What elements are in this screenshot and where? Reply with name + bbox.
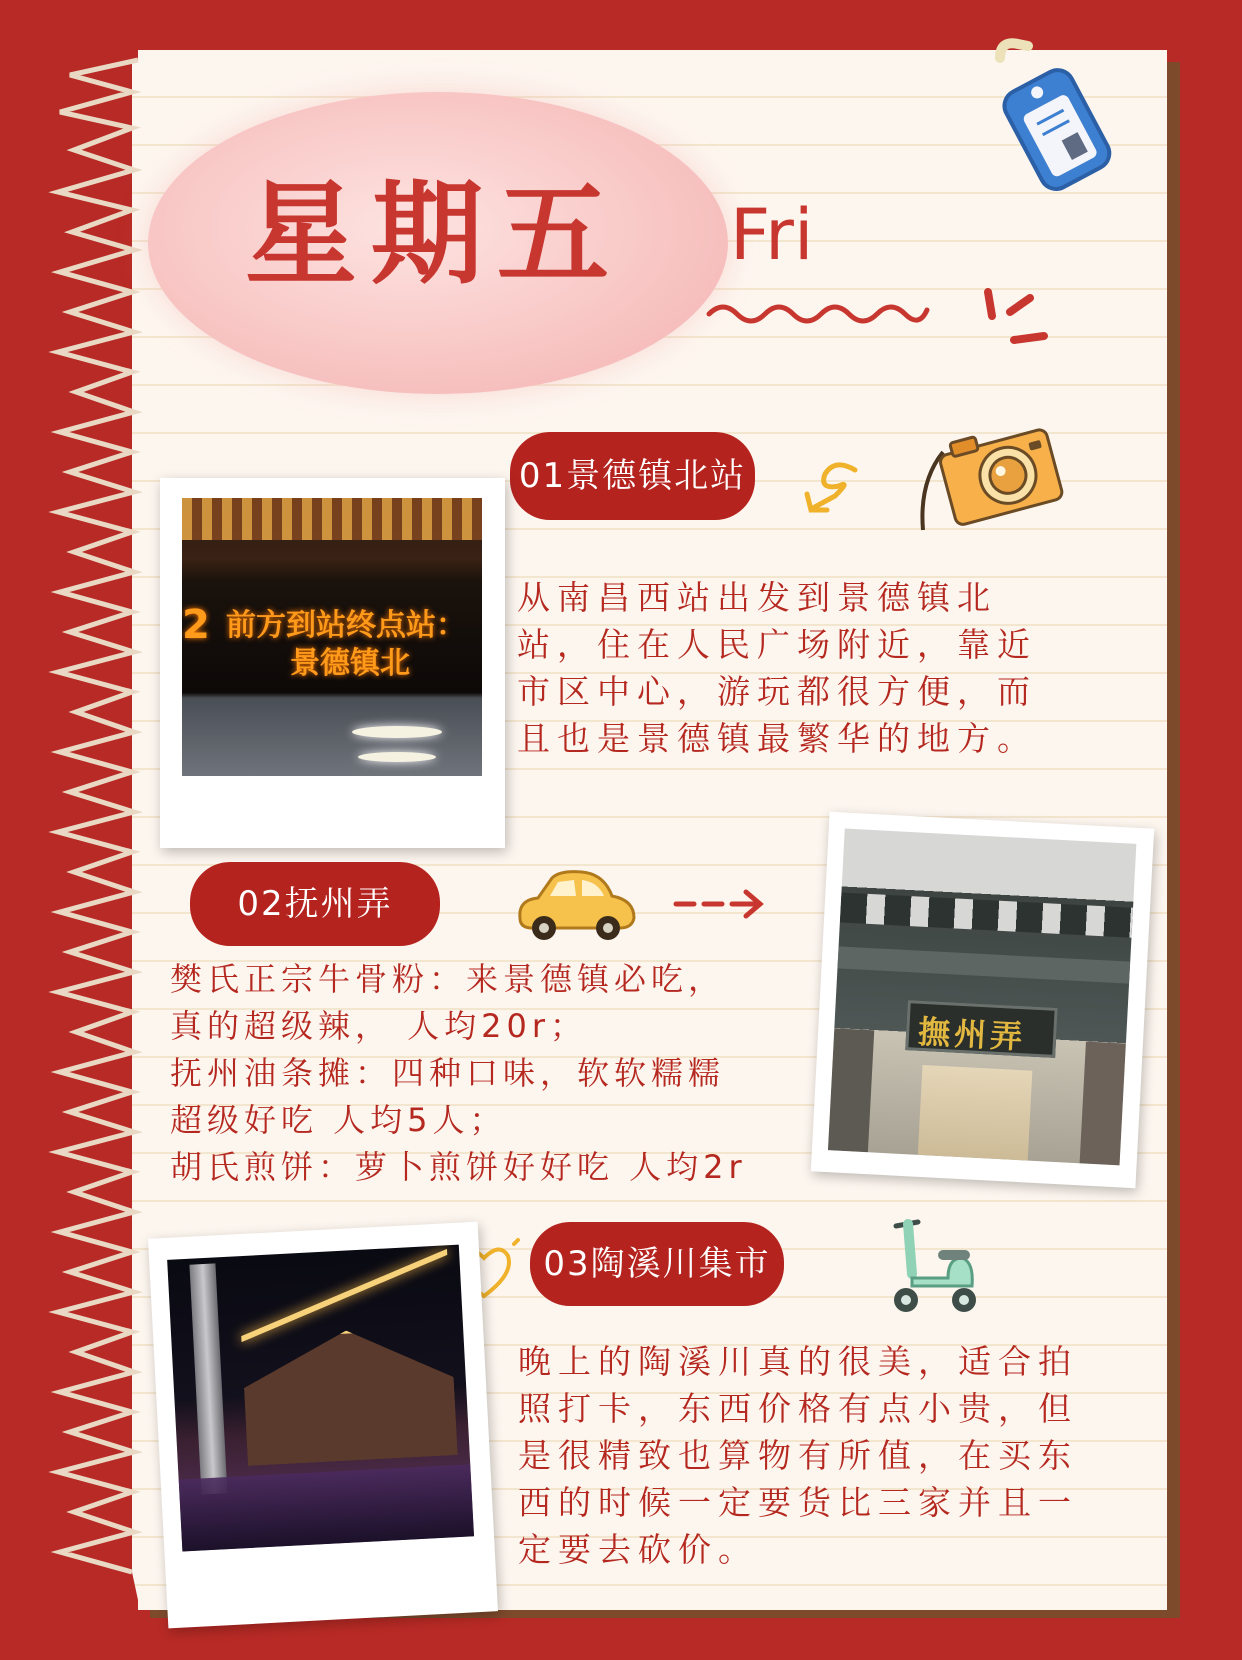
section-02-text <box>170 956 810 1191</box>
photo-station-sign <box>160 478 505 848</box>
section-02-line: 胡氏煎饼：萝卜煎饼好好吃 人均2r <box>170 1148 747 1186</box>
arrow-doodle-icon <box>795 460 865 520</box>
station-sign-number: 2 <box>182 602 210 648</box>
section-02-title: 02抚州弄 <box>190 862 440 946</box>
section-02-line: 樊氏正宗牛骨粉：来景德镇必吃， <box>170 960 726 998</box>
section-02-line: 真的超级辣， 人均20r； <box>170 1007 588 1045</box>
luggage-tag-icon <box>990 36 1120 191</box>
dashed-arrow-icon <box>672 886 772 922</box>
night-photo <box>167 1245 474 1552</box>
burst-lines-icon <box>980 288 1060 368</box>
wave-doodle-icon <box>705 296 930 326</box>
scooter-icon <box>882 1214 982 1324</box>
section-01-text: 从南昌西站出发到景德镇北站，住在人民广场附近，靠近市区中心，游玩都很方便，而且也是景德镇最繁华的地方。 <box>517 578 1037 758</box>
car-icon <box>512 866 642 946</box>
page-title: 星期五 <box>245 169 623 300</box>
section-03-text: 晚上的陶溪川真的很美，适合拍照打卡，东西价格有点小贵，但是很精致也算物有所值，在买东西的时候一定要货比三家并且一定要去砍价。 <box>518 1342 1078 1569</box>
section-03-title: 03陶溪川集市 <box>530 1222 784 1306</box>
section-01-title: 01景德镇北站 <box>510 432 755 520</box>
station-photo <box>182 498 482 776</box>
camera-icon <box>915 412 1075 542</box>
section-02-line: 抚州油条摊：四种口味，软软糯糯 <box>170 1054 726 1092</box>
station-sign-line2: 景德镇北 <box>290 646 410 681</box>
torn-paper-edge <box>0 0 160 1660</box>
gate-photo <box>828 829 1136 1166</box>
photo-taoxichuan-night <box>148 1222 498 1629</box>
station-sign-line1: 前方到站终点站： <box>226 608 466 643</box>
photo-fuzhou-gate <box>811 812 1154 1189</box>
page-title-en: Fri <box>730 194 814 276</box>
gate-sign-text: 撫州弄 <box>917 1012 1028 1057</box>
section-02-line: 超级好吃 人均5人； <box>170 1101 507 1139</box>
